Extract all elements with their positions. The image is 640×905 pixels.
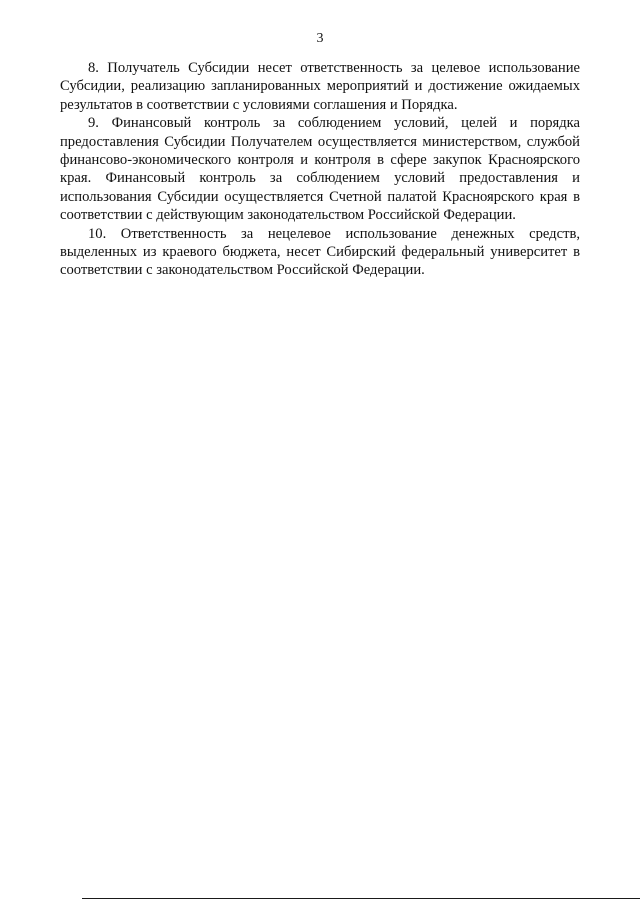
page-number: 3 [316,31,324,46]
paragraph-10: 10. Ответственность за нецелевое использование денежных средств, выделенных из краевого бюджета, несет Сибирский федеральный университет в соответствии с законодательством Российской Федерации. [60,225,580,279]
paragraph-8: 8. Получатель Субсидии несет ответственность за целевое использование Субсидии, реализацию запланированных мероприятий и достижение ожидаемых результатов в соответствии с условиями соглашения и Порядка. [60,60,580,113]
document-body [60,59,580,280]
paragraph-9: 9. Финансовый контроль за соблюдением условий, целей и порядка предоставления Субсидии Получателем осуществляется министерством, службой финансово-экономического контроля и контроля в сфере закупок Красноярского края. Финансовый контроль за соблюдением условий предоставления и использования Субсидии осуществляется Счетной палатой Красноярского края в соответствии с действующим законодательством Российской Федерации. [60,115,580,224]
bottom-divider [82,898,640,899]
